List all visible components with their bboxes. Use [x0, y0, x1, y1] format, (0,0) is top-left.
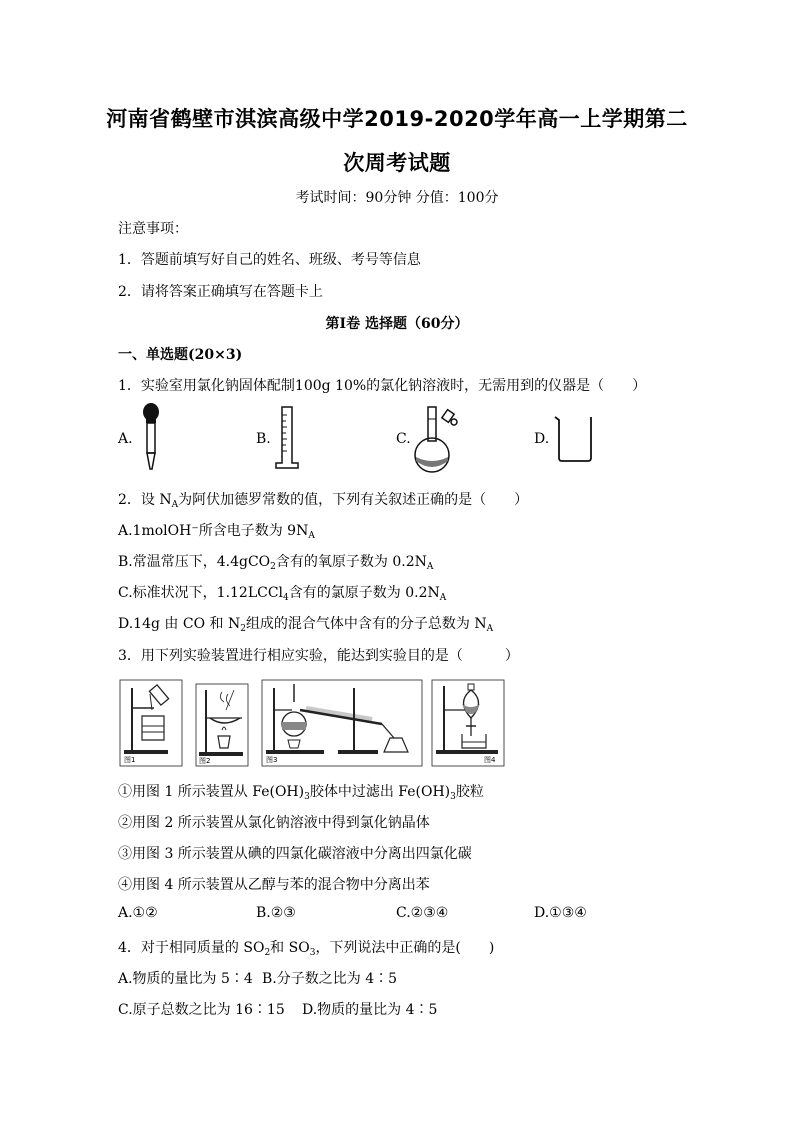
- apparatus-figure-1: [120, 680, 182, 766]
- q3-statement-2: ②用图 2 所示装置从氯化钠溶液中得到氯化钠晶体: [118, 815, 430, 831]
- q3-statement-1: ①用图 1 所示装置从 $Fe(OH)_3$胶体中过滤出 $Fe(OH)_3$胶粒: [118, 784, 484, 802]
- notes-heading: 注意事项：: [118, 221, 188, 237]
- fig2-label: 图2: [199, 757, 211, 765]
- q4-option-c[interactable]: C.原子总数之比为 16∶15: [118, 1002, 285, 1018]
- q3-option-a[interactable]: A.①②: [118, 905, 158, 921]
- graduated-cylinder-icon: [274, 405, 304, 471]
- q3-option-b[interactable]: B.②③: [256, 905, 296, 921]
- section-title: 第I卷 选择题（60分）: [325, 316, 469, 332]
- exam-title-line2: 次周考试题: [343, 151, 451, 175]
- question-type-heading: 一、单选题(20×3): [118, 347, 243, 363]
- q2-stem: 2．设 $N_A$为阿伏加德罗常数的值，下列有关叙述正确的是（ ）: [118, 492, 529, 510]
- q4-option-a[interactable]: A.物质的量比为 5∶4: [118, 971, 253, 987]
- exam-info: 考试时间：90分钟 分值：100分: [295, 190, 499, 206]
- q1-option-a[interactable]: A.: [118, 431, 133, 447]
- q4-option-d[interactable]: D.物质的量比为 4∶5: [302, 1002, 438, 1018]
- q4-option-b[interactable]: B.分子数之比为 4∶5: [262, 971, 398, 987]
- volumetric-flask-icon: [410, 405, 466, 473]
- notes-item-2: 2．请将答案正确填写在答题卡上: [118, 284, 323, 300]
- beaker-icon: [553, 414, 597, 464]
- q3-statement-4: ④用图 4 所示装置从乙醇与苯的混合物中分离出苯: [118, 877, 430, 893]
- q2-option-b[interactable]: B.常温常压下，4.4gCO$_2$含有的氧原子数为 $0.2N_A$: [118, 554, 434, 572]
- q1-option-b[interactable]: B.: [256, 431, 271, 447]
- q3-stem: 3．用下列实验装置进行相应实验，能达到实验目的是（ ）: [118, 648, 519, 664]
- q1-option-d[interactable]: D.: [534, 431, 550, 447]
- apparatus-figure-3: [262, 680, 422, 766]
- q1-option-c[interactable]: C.: [396, 431, 411, 447]
- q3-option-c[interactable]: C.②③④: [396, 905, 449, 921]
- q2-option-a[interactable]: A.1molOH⁻所含电子数为 $9N_A$: [118, 523, 315, 541]
- apparatus-figure-2: [196, 684, 248, 766]
- apparatus-figure-4: [432, 680, 504, 766]
- q4-stem: 4．对于相同质量的 $SO_2$和 $SO_3$，下列说法中正确的是( ): [118, 940, 495, 958]
- fig3-label: 图3: [266, 756, 278, 764]
- fig1-label: 图1: [124, 756, 136, 764]
- exam-title-line1: 河南省鹤壁市淇滨高级中学2019-2020学年高一上学期第二: [106, 107, 688, 131]
- q3-option-d[interactable]: D.①③④: [534, 905, 587, 921]
- fig4-label: 图4: [484, 756, 496, 764]
- q1-stem: 1．实验室用氯化钠固体配制100g 10%的氯化钠溶液时，无需用到的仪器是（ ）: [118, 378, 647, 394]
- q2-option-d[interactable]: D.14g 由 CO 和 $N_2$组成的混合气体中含有的分子总数为 $N_A$: [118, 616, 494, 634]
- dropper-icon: [136, 402, 166, 472]
- notes-item-1: 1．答题前填写好自己的姓名、班级、考号等信息: [118, 252, 421, 268]
- q2-option-c[interactable]: C.标准状况下，1.12LCCl$_4$含有的氯原子数为 $0.2N_A$: [118, 585, 447, 603]
- q3-statement-3: ③用图 3 所示装置从碘的四氯化碳溶液中分离出四氯化碳: [118, 846, 472, 862]
